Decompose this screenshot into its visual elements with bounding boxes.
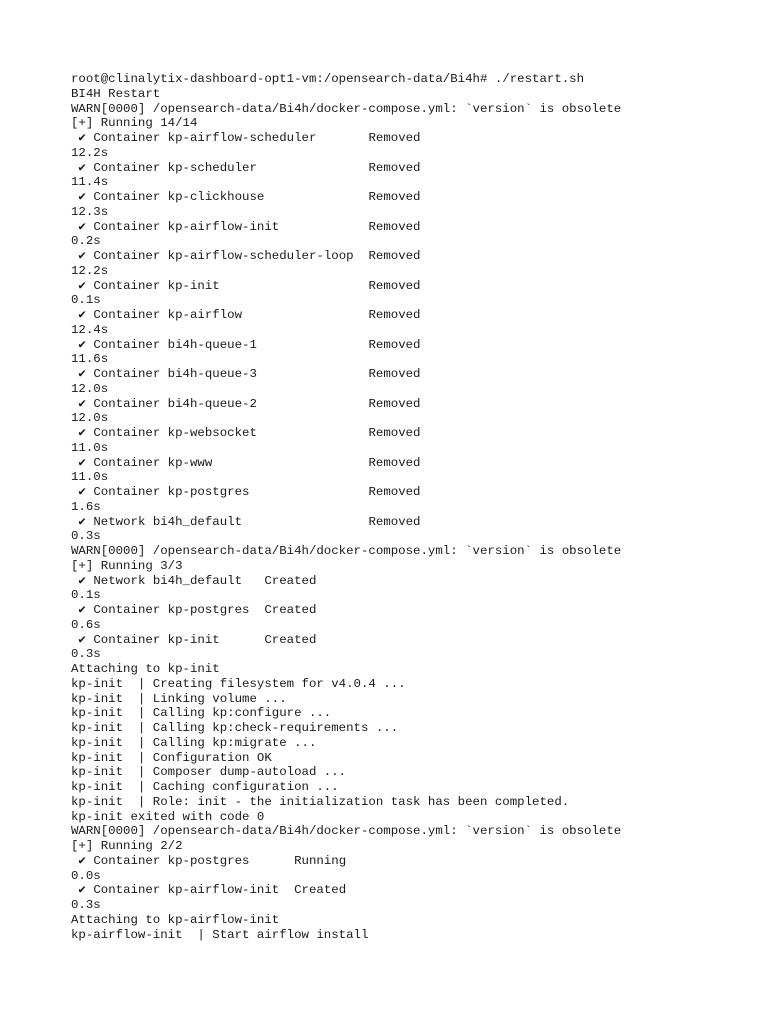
terminal-line: 12.0s [71, 381, 109, 396]
terminal-line: ✔ Container kp-postgres Created [71, 603, 317, 617]
terminal-line: ✔ Container kp-postgres Running [71, 853, 347, 868]
terminal-line: Attaching to kp-airflow-init [71, 912, 280, 927]
terminal-output [71, 72, 751, 942]
terminal-line: 0.2s [71, 234, 101, 249]
terminal-line: ✔ Network bi4h_default Removed [71, 514, 421, 529]
terminal-line: kp-init | Calling kp:migrate ... [71, 735, 317, 750]
terminal-line: ✔ Container bi4h-queue-1 Removed [71, 337, 421, 352]
terminal-line: 0.6s [71, 617, 101, 632]
terminal-line: WARN[0000] /opensearch-data/Bi4h/docker-compose.yml: `version` is obsolete [71, 824, 622, 839]
terminal-line: root@clinalytix-dashboard-opt1-vm:/opensearch-data/Bi4h# ./restart.sh [71, 72, 585, 86]
terminal-line: 0.3s [71, 898, 101, 912]
terminal-line: kp-init | Linking volume ... [71, 691, 287, 706]
terminal-line: Attaching to kp-init [71, 662, 220, 676]
terminal-line: 12.2s [71, 145, 109, 160]
terminal-line: 11.4s [71, 175, 109, 190]
terminal-line: kp-init | Composer dump-autoload ... [71, 765, 347, 780]
terminal-line: 0.1s [71, 588, 101, 603]
terminal-line: [+] Running 14/14 [71, 116, 198, 131]
terminal-line: WARN[0000] /opensearch-data/Bi4h/docker-compose.yml: `version` is obsolete [71, 544, 622, 558]
terminal-line: ✔ Container kp-init Removed [71, 278, 421, 293]
terminal-line: 0.3s [71, 647, 101, 662]
terminal-line: kp-airflow-init | Start airflow install [71, 927, 369, 942]
terminal-line: 12.4s [71, 322, 109, 337]
terminal-line: ✔ Container kp-airflow-scheduler Removed [71, 131, 421, 145]
terminal-line: BI4H Restart [71, 86, 161, 101]
terminal-line: [+] Running 3/3 [71, 558, 183, 573]
terminal-line: 1.6s [71, 499, 101, 514]
terminal-line: 11.0s [71, 470, 109, 485]
terminal-line: ✔ Container kp-airflow Removed [71, 308, 421, 322]
terminal-line: ✔ Container kp-scheduler Removed [71, 160, 421, 175]
terminal-line: ✔ Container kp-postgres Removed [71, 485, 421, 499]
terminal-line: ✔ Container bi4h-queue-3 Removed [71, 367, 421, 381]
terminal-line: 11.6s [71, 352, 109, 367]
terminal-line: kp-init exited with code 0 [71, 809, 265, 824]
terminal-line: ✔ Container kp-websocket Removed [71, 426, 421, 440]
terminal-line: kp-init | Caching configuration ... [71, 780, 339, 794]
terminal-line: 11.0s [71, 440, 109, 455]
terminal-line: kp-init | Calling kp:configure ... [71, 706, 332, 721]
terminal-line: ✔ Container bi4h-queue-2 Removed [71, 396, 421, 411]
terminal-line: 0.0s [71, 868, 101, 883]
terminal-line: ✔ Container kp-airflow-init Removed [71, 219, 421, 234]
terminal-line: kp-init | Role: init - the initialization task has been completed. [71, 794, 570, 809]
terminal-line: ✔ Container kp-airflow-scheduler-loop Removed [71, 249, 421, 263]
terminal-line: WARN[0000] /opensearch-data/Bi4h/docker-compose.yml: `version` is obsolete [71, 101, 622, 116]
terminal-line: [+] Running 2/2 [71, 839, 183, 853]
terminal-line: ✔ Container kp-airflow-init Created [71, 883, 347, 898]
terminal-line: kp-init | Configuration OK [71, 750, 272, 765]
terminal-line: 12.2s [71, 263, 109, 278]
terminal-line: 12.0s [71, 411, 109, 426]
terminal-line: ✔ Container kp-init Created [71, 632, 317, 647]
terminal-line: ✔ Network bi4h_default Created [71, 573, 317, 588]
terminal-line: ✔ Container kp-clickhouse Removed [71, 190, 421, 204]
terminal-line: ✔ Container kp-www Removed [71, 455, 421, 470]
terminal-line: kp-init | Creating filesystem for v4.0.4 ... [71, 676, 406, 691]
terminal-line: kp-init | Calling kp:check-requirements ... [71, 721, 399, 735]
terminal-line: 0.1s [71, 293, 101, 308]
terminal-line: 12.3s [71, 204, 109, 219]
terminal-line: 0.3s [71, 529, 101, 544]
